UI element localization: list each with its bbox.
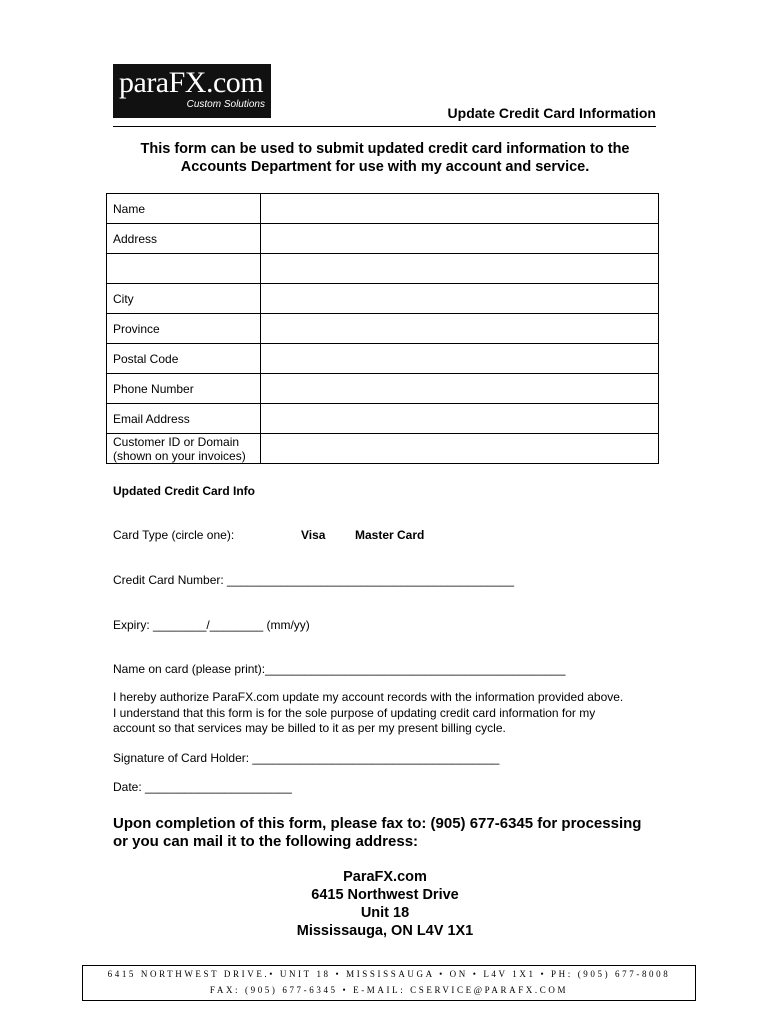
name-field[interactable]: [261, 194, 659, 224]
authorization-line-2: I understand that this form is for the sole purpose of updating credit card information for my: [113, 705, 596, 720]
customer-info-table: [106, 193, 659, 464]
email-address-field[interactable]: [261, 404, 659, 434]
footer-line-1: 6415 NORTHWEST DRIVE.• UNIT 18 • MISSISSAUGA • ON • L4V 1X1 • PH: (905) 677-8008: [107, 969, 671, 979]
customer-id-label: [107, 434, 261, 464]
address-unit: Unit 18: [360, 905, 410, 921]
completion-line-1: Upon completion of this form, please fax to: (905) 677-6345 for processing: [113, 815, 642, 832]
date-line[interactable]: Date: ______________________: [113, 780, 292, 794]
address-line-2-label: [107, 254, 261, 284]
postal-code-label: Postal Code: [107, 344, 261, 374]
company-logo: [113, 64, 271, 118]
province-field[interactable]: [261, 314, 659, 344]
city-field[interactable]: [261, 284, 659, 314]
completion-line-2: or you can mail it to the following address:: [113, 833, 419, 850]
address-street: 6415 Northwest Drive: [311, 887, 459, 903]
mailing-address: [185, 868, 585, 940]
intro-line-2: Accounts Department for use with my account and service.: [180, 159, 590, 175]
email-address-label: Email Address: [107, 404, 261, 434]
intro-line-1: This form can be used to submit updated credit card information to the: [140, 141, 630, 157]
customer-id-field[interactable]: [261, 434, 659, 464]
card-type-mastercard[interactable]: Master Card: [355, 528, 425, 542]
table-row: [107, 344, 659, 374]
address-city: Mississauga, ON L4V 1X1: [296, 923, 474, 939]
phone-number-label: Phone Number: [107, 374, 261, 404]
table-row: [107, 404, 659, 434]
authorization-text: [113, 690, 673, 737]
customer-id-label-line-2: (shown on your invoices): [113, 448, 246, 463]
phone-number-field[interactable]: [261, 374, 659, 404]
table-row: [107, 224, 659, 254]
footer-line-2: FAX: (905) 677-6345 • E-MAIL: CSERVICE@PARAFX.COM: [209, 985, 569, 995]
name-on-card-line[interactable]: Name on card (please print):_____________________________________________: [113, 662, 566, 676]
customer-id-label-line-1: Customer ID or Domain: [113, 434, 240, 449]
name-label: Name: [107, 194, 261, 224]
completion-instructions: [113, 815, 673, 851]
province-label: Province: [107, 314, 261, 344]
table-row: [107, 434, 659, 464]
address-label: Address: [107, 224, 261, 254]
city-label: City: [107, 284, 261, 314]
logo-tagline: Custom Solutions: [186, 99, 265, 110]
authorization-line-3: account so that services may be billed to it as per my present billing cycle.: [113, 721, 506, 735]
card-info-heading: Updated Credit Card Info: [113, 484, 256, 498]
logo-brand: paraFX.com: [119, 66, 264, 99]
authorization-line-1: I hereby authorize ParaFX.com update my account records with the information provided above.: [113, 690, 624, 704]
address-line-2-field[interactable]: [261, 254, 659, 284]
address-field[interactable]: [261, 224, 659, 254]
table-row: [107, 284, 659, 314]
table-row: [107, 314, 659, 344]
card-type-visa[interactable]: Visa: [301, 528, 326, 542]
table-row: [107, 374, 659, 404]
title-divider: [113, 126, 656, 127]
table-row: [107, 254, 659, 284]
intro-text: [100, 140, 670, 176]
address-company: ParaFX.com: [343, 869, 427, 885]
card-type-label: Card Type (circle one):: [113, 528, 235, 542]
table-row: [107, 194, 659, 224]
signature-line[interactable]: Signature of Card Holder: _____________________________________: [113, 751, 500, 765]
card-number-line[interactable]: Credit Card Number: ___________________________________________: [113, 573, 515, 587]
postal-code-field[interactable]: [261, 344, 659, 374]
expiry-line[interactable]: Expiry: ________/________ (mm/yy): [113, 618, 310, 632]
footer-contact-box: [82, 965, 696, 1001]
document-title: Update Credit Card Information: [447, 105, 656, 121]
